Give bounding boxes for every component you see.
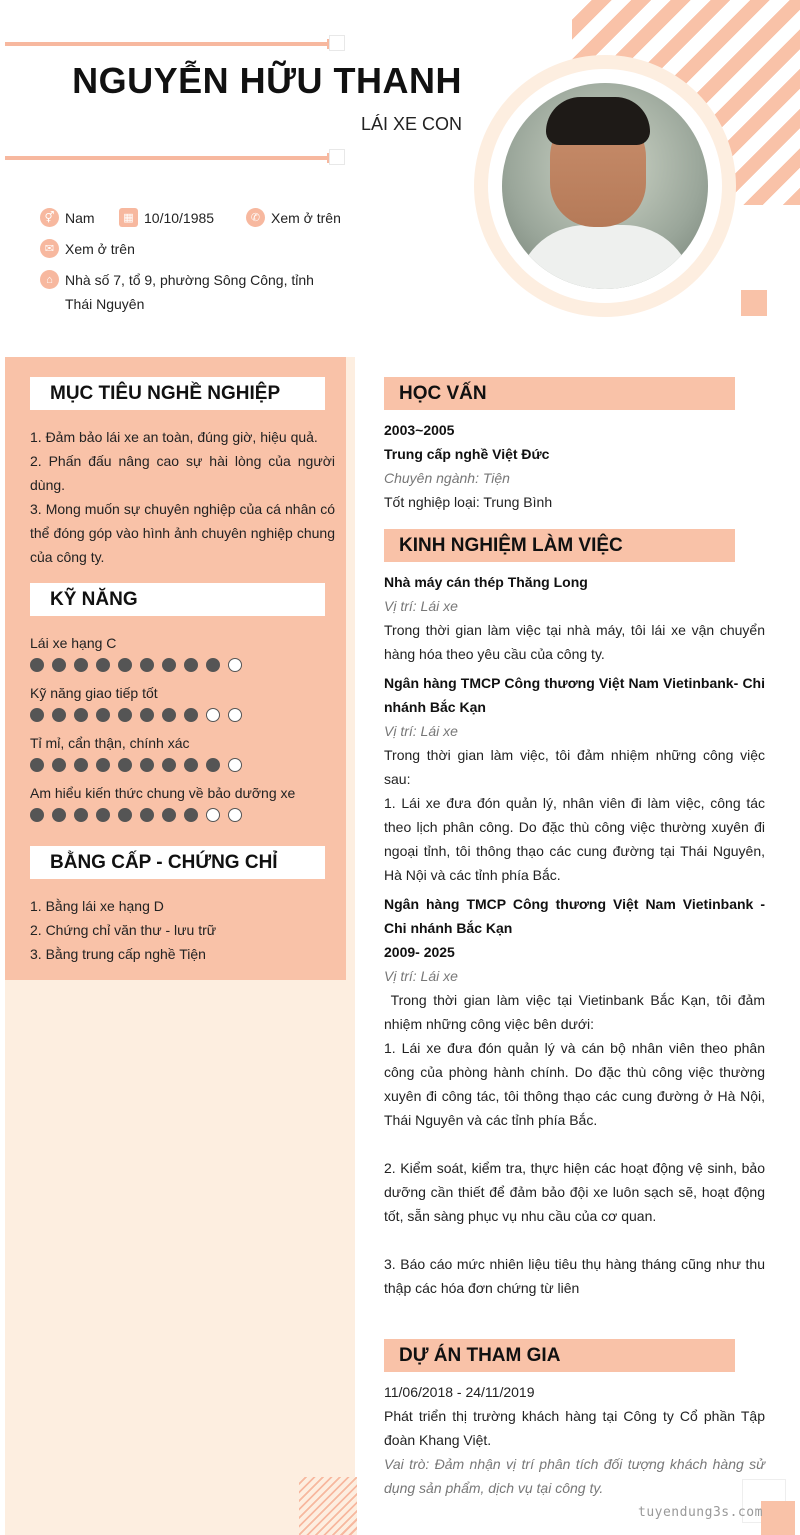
education-period: 2003~2005 bbox=[384, 422, 455, 438]
job-position: Vị trí: Lái xe bbox=[384, 968, 458, 984]
skill-rating bbox=[30, 658, 242, 672]
rating-dot-filled bbox=[74, 758, 88, 772]
rating-dot-filled bbox=[140, 808, 154, 822]
experience-heading: KINH NGHIỆM LÀM VIỆC bbox=[384, 529, 735, 562]
skill-name: Tỉ mỉ, cẩn thận, chính xác bbox=[30, 735, 190, 751]
profile-photo bbox=[502, 83, 708, 289]
skill-name: Kỹ năng giao tiếp tốt bbox=[30, 685, 158, 701]
skill-name: Lái xe hạng C bbox=[30, 635, 117, 651]
rating-dot-filled bbox=[96, 808, 110, 822]
rating-dot-filled bbox=[184, 758, 198, 772]
calendar-icon: ▦ bbox=[119, 208, 138, 227]
rating-dot-filled bbox=[184, 708, 198, 722]
contact-birthday: ▦ 10/10/1985 bbox=[119, 206, 214, 230]
header-line-top bbox=[5, 42, 327, 46]
contact-phone: ✆ Xem ở trên bbox=[246, 206, 341, 230]
certificates-heading: BẰNG CẤP - CHỨNG CHỈ bbox=[30, 846, 325, 879]
job-description: 1. Lái xe đưa đón quản lý, nhân viên đi làm việc, công tác theo lịch phân công. Do đặc thù công việc thường xuyên đi ngoại tỉnh, tôi thông thạo các cung đường tại Thái Nguyên, Hà Nội và các tỉnh phía Bắc. bbox=[384, 795, 765, 883]
job-company: Ngân hàng TMCP Công thương Việt Nam Vietinbank - Chi nhánh Bắc Kạn bbox=[384, 896, 765, 936]
rating-dot-filled bbox=[74, 808, 88, 822]
left-column-edge bbox=[346, 357, 355, 980]
rating-dot-filled bbox=[162, 758, 176, 772]
rating-dot-filled bbox=[74, 658, 88, 672]
watermark-text: tuyendung3s.com bbox=[638, 1505, 763, 1520]
education-major: Chuyên ngành: Tiện bbox=[384, 470, 510, 486]
project-period: 11/06/2018 - 24/11/2019 bbox=[384, 1384, 535, 1400]
education-heading: HỌC VẤN bbox=[384, 377, 735, 410]
gender-icon: ⚥ bbox=[40, 208, 59, 227]
experience-job bbox=[384, 570, 765, 666]
rating-dot-filled bbox=[184, 808, 198, 822]
skill-rating bbox=[30, 708, 242, 722]
certificate-item: 3. Bằng trung cấp nghề Tiện bbox=[30, 946, 206, 962]
job-description: Trong thời gian làm việc tại nhà máy, tôi lái xe vận chuyển hàng hóa theo yêu cầu của công ty. bbox=[384, 622, 765, 662]
home-icon: ⌂ bbox=[40, 270, 59, 289]
rating-dot-filled bbox=[118, 808, 132, 822]
job-description: 3. Báo cáo mức nhiên liệu tiêu thụ hàng tháng cũng như thu thập các hóa đơn chứng từ liên bbox=[384, 1256, 765, 1296]
skills-heading: KỸ NĂNG bbox=[30, 583, 325, 616]
project-description: Phát triển thị trường khách hàng tại Công ty Cổ phần Tập đoàn Khang Việt. bbox=[384, 1408, 765, 1448]
education-block bbox=[384, 418, 765, 514]
header-line-bottom bbox=[5, 156, 327, 160]
rating-dot-empty bbox=[228, 708, 242, 722]
skill-rating bbox=[30, 808, 242, 822]
job-description: 2. Kiểm soát, kiểm tra, thực hiện các hoạt động vệ sinh, bảo dưỡng cần thiết để đảm bảo đội xe luôn sạch sẽ, hoạt động tốt, sẵn sàng phục vụ nhu cầu của cơ quan. bbox=[384, 1160, 765, 1224]
rating-dot-filled bbox=[96, 658, 110, 672]
rating-dot-filled bbox=[52, 708, 66, 722]
candidate-name: NGUYỄN HỮU THANH bbox=[72, 60, 462, 101]
objective-item: 2. Phấn đấu nâng cao sự hài lòng của người dùng. bbox=[30, 453, 335, 493]
rating-dot-filled bbox=[118, 708, 132, 722]
rating-dot-filled bbox=[206, 658, 220, 672]
rating-dot-filled bbox=[140, 708, 154, 722]
job-description: 1. Lái xe đưa đón quản lý và cán bộ nhân viên theo phân công của phòng hành chính. Do đặc thù công việc thường xuyên đi công tác, tôi thông thạo các cung đường ở Hà Nội, Thái Nguyên và các tỉnh phía Bắc. bbox=[384, 1040, 765, 1128]
experience-job bbox=[384, 892, 769, 1300]
job-position: Vị trí: Lái xe bbox=[384, 598, 458, 614]
contact-gender: ⚥ Nam bbox=[40, 206, 95, 230]
job-title: LÁI XE CON bbox=[360, 114, 462, 134]
job-company: Ngân hàng TMCP Công thương Việt Nam Vietinbank- Chi nhánh Bắc Kạn bbox=[384, 675, 765, 715]
rating-dot-filled bbox=[96, 758, 110, 772]
project-role: Vai trò: Đảm nhận vị trí phân tích đối tượng khách hàng sử dụng sản phẩm, dịch vụ tại công ty. bbox=[384, 1456, 765, 1496]
contact-address: ⌂ Nhà số 7, tổ 9, phường Sông Công, tỉnh Thái Nguyên bbox=[40, 268, 340, 316]
left-column-lower-background bbox=[5, 980, 355, 1535]
rating-dot-filled bbox=[140, 758, 154, 772]
watermark-square bbox=[761, 1501, 795, 1535]
rating-dot-empty bbox=[228, 758, 242, 772]
education-grade: Tốt nghiệp loại: Trung Bình bbox=[384, 494, 553, 510]
rating-dot-filled bbox=[30, 658, 44, 672]
skill-rating bbox=[30, 758, 242, 772]
rating-dot-filled bbox=[140, 658, 154, 672]
objective-item: 3. Mong muốn sự chuyên nghiệp của cá nhân có thể đóng góp vào hình ảnh chuyên nghiệp chung của công ty. bbox=[30, 501, 335, 565]
rating-dot-filled bbox=[206, 758, 220, 772]
rating-dot-filled bbox=[74, 708, 88, 722]
objective-heading: MỤC TIÊU NGHỀ NGHIỆP bbox=[30, 377, 325, 410]
rating-dot-filled bbox=[52, 758, 66, 772]
corner-stripes-decoration bbox=[299, 1477, 357, 1535]
decor-square bbox=[741, 290, 767, 316]
rating-dot-empty bbox=[206, 808, 220, 822]
objective-item: 1. Đảm bảo lái xe an toàn, đúng giờ, hiệu quả. bbox=[30, 429, 318, 445]
rating-dot-filled bbox=[162, 708, 176, 722]
rating-dot-filled bbox=[30, 808, 44, 822]
job-description: Trong thời gian làm việc, tôi đảm nhiệm những công việc sau: bbox=[384, 747, 765, 787]
job-company: Nhà máy cán thép Thăng Long bbox=[384, 574, 588, 590]
rating-dot-filled bbox=[30, 758, 44, 772]
rating-dot-filled bbox=[118, 658, 132, 672]
rating-dot-filled bbox=[184, 658, 198, 672]
rating-dot-filled bbox=[30, 708, 44, 722]
certificate-item: 2. Chứng chỉ văn thư - lưu trữ bbox=[30, 922, 217, 938]
rating-dot-filled bbox=[162, 808, 176, 822]
phone-icon: ✆ bbox=[246, 208, 265, 227]
job-position: Vị trí: Lái xe bbox=[384, 723, 458, 739]
skill-name: Am hiểu kiến thức chung về bảo dưỡng xe bbox=[30, 785, 296, 801]
rating-dot-filled bbox=[162, 658, 176, 672]
job-period: 2009- 2025 bbox=[384, 944, 455, 960]
projects-heading: DỰ ÁN THAM GIA bbox=[384, 1339, 735, 1372]
rating-dot-filled bbox=[52, 658, 66, 672]
experience-job bbox=[384, 671, 765, 887]
rating-dot-empty bbox=[228, 808, 242, 822]
certificates-list bbox=[30, 894, 335, 966]
rating-dot-filled bbox=[52, 808, 66, 822]
rating-dot-filled bbox=[96, 708, 110, 722]
rating-dot-empty bbox=[228, 658, 242, 672]
mail-icon: ✉ bbox=[40, 239, 59, 258]
objective-list bbox=[30, 425, 335, 569]
job-description: Trong thời gian làm việc tại Vietinbank Bắc Kạn, tôi đảm nhiệm những công việc bên dưới: bbox=[384, 992, 769, 1032]
rating-dot-empty bbox=[206, 708, 220, 722]
education-school: Trung cấp nghề Việt Đức bbox=[384, 446, 550, 462]
contact-email: ✉ Xem ở trên bbox=[40, 237, 135, 261]
project-block bbox=[384, 1380, 765, 1500]
rating-dot-filled bbox=[118, 758, 132, 772]
certificate-item: 1. Bằng lái xe hạng D bbox=[30, 898, 164, 914]
